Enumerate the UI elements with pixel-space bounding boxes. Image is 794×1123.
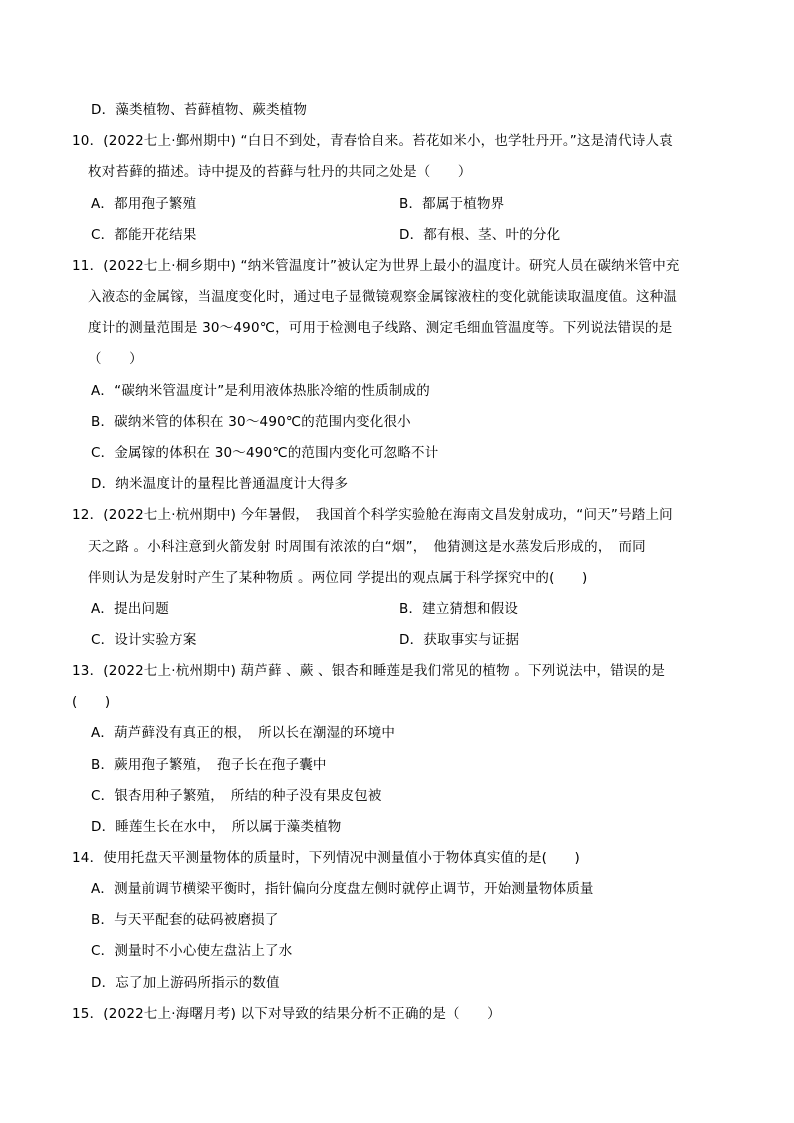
q14-option-c: C．测量时不小心使左盘沾上了水 <box>91 943 293 959</box>
q13-option-a: A．葫芦藓没有真正的根， 所以长在潮湿的环境中 <box>91 725 396 741</box>
q9-option-d: D．藻类植物、苔藓植物、蕨类植物 <box>91 102 308 118</box>
q10-stem-line2: 枚对苔藓的描述。诗中提及的苔藓与牡丹的共同之处是（ ） <box>88 164 472 180</box>
q11-option-c: C．金属镓的体积在 30～490℃的范围内变化可忽略不计 <box>91 445 439 461</box>
q14-option-b: B．与天平配套的砝码被磨损了 <box>91 912 279 928</box>
q13-stem-line1: 13．(2022七上·杭州期中) 葫芦藓 、蕨 、银杏和睡莲是我们常见的植物 。下列说法中，错误的是 <box>72 663 666 679</box>
q13-option-c: C．银杏用种子繁殖， 所结的种子没有果皮包被 <box>91 788 382 804</box>
q11-option-b: B．碳纳米管的体积在 30～490℃的范围内变化很小 <box>91 414 411 430</box>
q12-stem-line2: 天之路 。小科注意到火箭发射 时周围有浓浓的白“烟”， 他猜测这是水蒸发后形成的， 而同 <box>88 539 646 555</box>
q11-option-a: A．“碳纳米管温度计”是利用液体热胀冷缩的性质制成的 <box>91 383 430 399</box>
q10-option-c: C．都能开花结果 <box>91 227 197 243</box>
q12-option-d: D．获取事实与证据 <box>399 632 520 648</box>
q12-option-c: C．设计实验方案 <box>91 632 197 648</box>
q10-option-b: B．都属于植物界 <box>399 196 505 212</box>
q11-stem-line1: 11．(2022七上·桐乡期中) “纳米管温度计”被认定为世界上最小的温度计。研究人员在碳纳米管中充 <box>72 258 680 274</box>
q13-option-b: B．蕨用孢子繁殖， 孢子长在孢子囊中 <box>91 757 327 773</box>
q11-option-d: D．纳米温度计的量程比普通温度计大得多 <box>91 476 349 492</box>
q13-stem-line2: ( ) <box>72 694 111 710</box>
q13-option-d: D．睡莲生长在水中， 所以属于藻类植物 <box>91 819 342 835</box>
q14-option-a: A．测量前调节横梁平衡时，指针偏向分度盘左侧时就停止调节，开始测量物体质量 <box>91 881 594 897</box>
q10-option-a: A．都用孢子繁殖 <box>91 196 197 212</box>
q12-option-b: B．建立猜想和假设 <box>399 601 519 617</box>
q10-option-d: D．都有根、茎、叶的分化 <box>399 227 561 243</box>
q15-stem-line1: 15．(2022七上·海曙月考) 以下对导致的结果分析不正确的是（ ） <box>72 1006 501 1022</box>
q11-stem-line4: （ ） <box>88 351 143 367</box>
q14-stem-line1: 14．使用托盘天平测量物体的质量时，下列情况中测量值小于物体真实值的是( ) <box>72 850 581 866</box>
q11-stem-line3: 度计的测量范围是 30～490℃，可用于检测电子线路、测定毛细血管温度等。下列说法错误的是 <box>88 320 673 336</box>
q12-stem-line1: 12．(2022七上·杭州期中) 今年暑假， 我国首个科学实验舱在海南文昌发射成功，“问天”号踏上问 <box>72 507 673 523</box>
q14-option-d: D．忘了加上游码所指示的数值 <box>91 975 280 991</box>
q12-option-a: A．提出问题 <box>91 601 169 617</box>
q10-stem-line1: 10．(2022七上·鄞州期中) “白日不到处，青春恰自来。苔花如米小，也学牡丹开。”这是清代诗人袁 <box>72 133 673 149</box>
q12-stem-line3: 伴则认为是发射时产生了某种物质 。两位同 学提出的观点属于科学探究中的( ) <box>88 570 588 586</box>
q11-stem-line2: 入液态的金属镓，当温度变化时，通过电子显微镜观察金属镓液柱的变化就能读取温度值。这种温 <box>88 289 678 305</box>
